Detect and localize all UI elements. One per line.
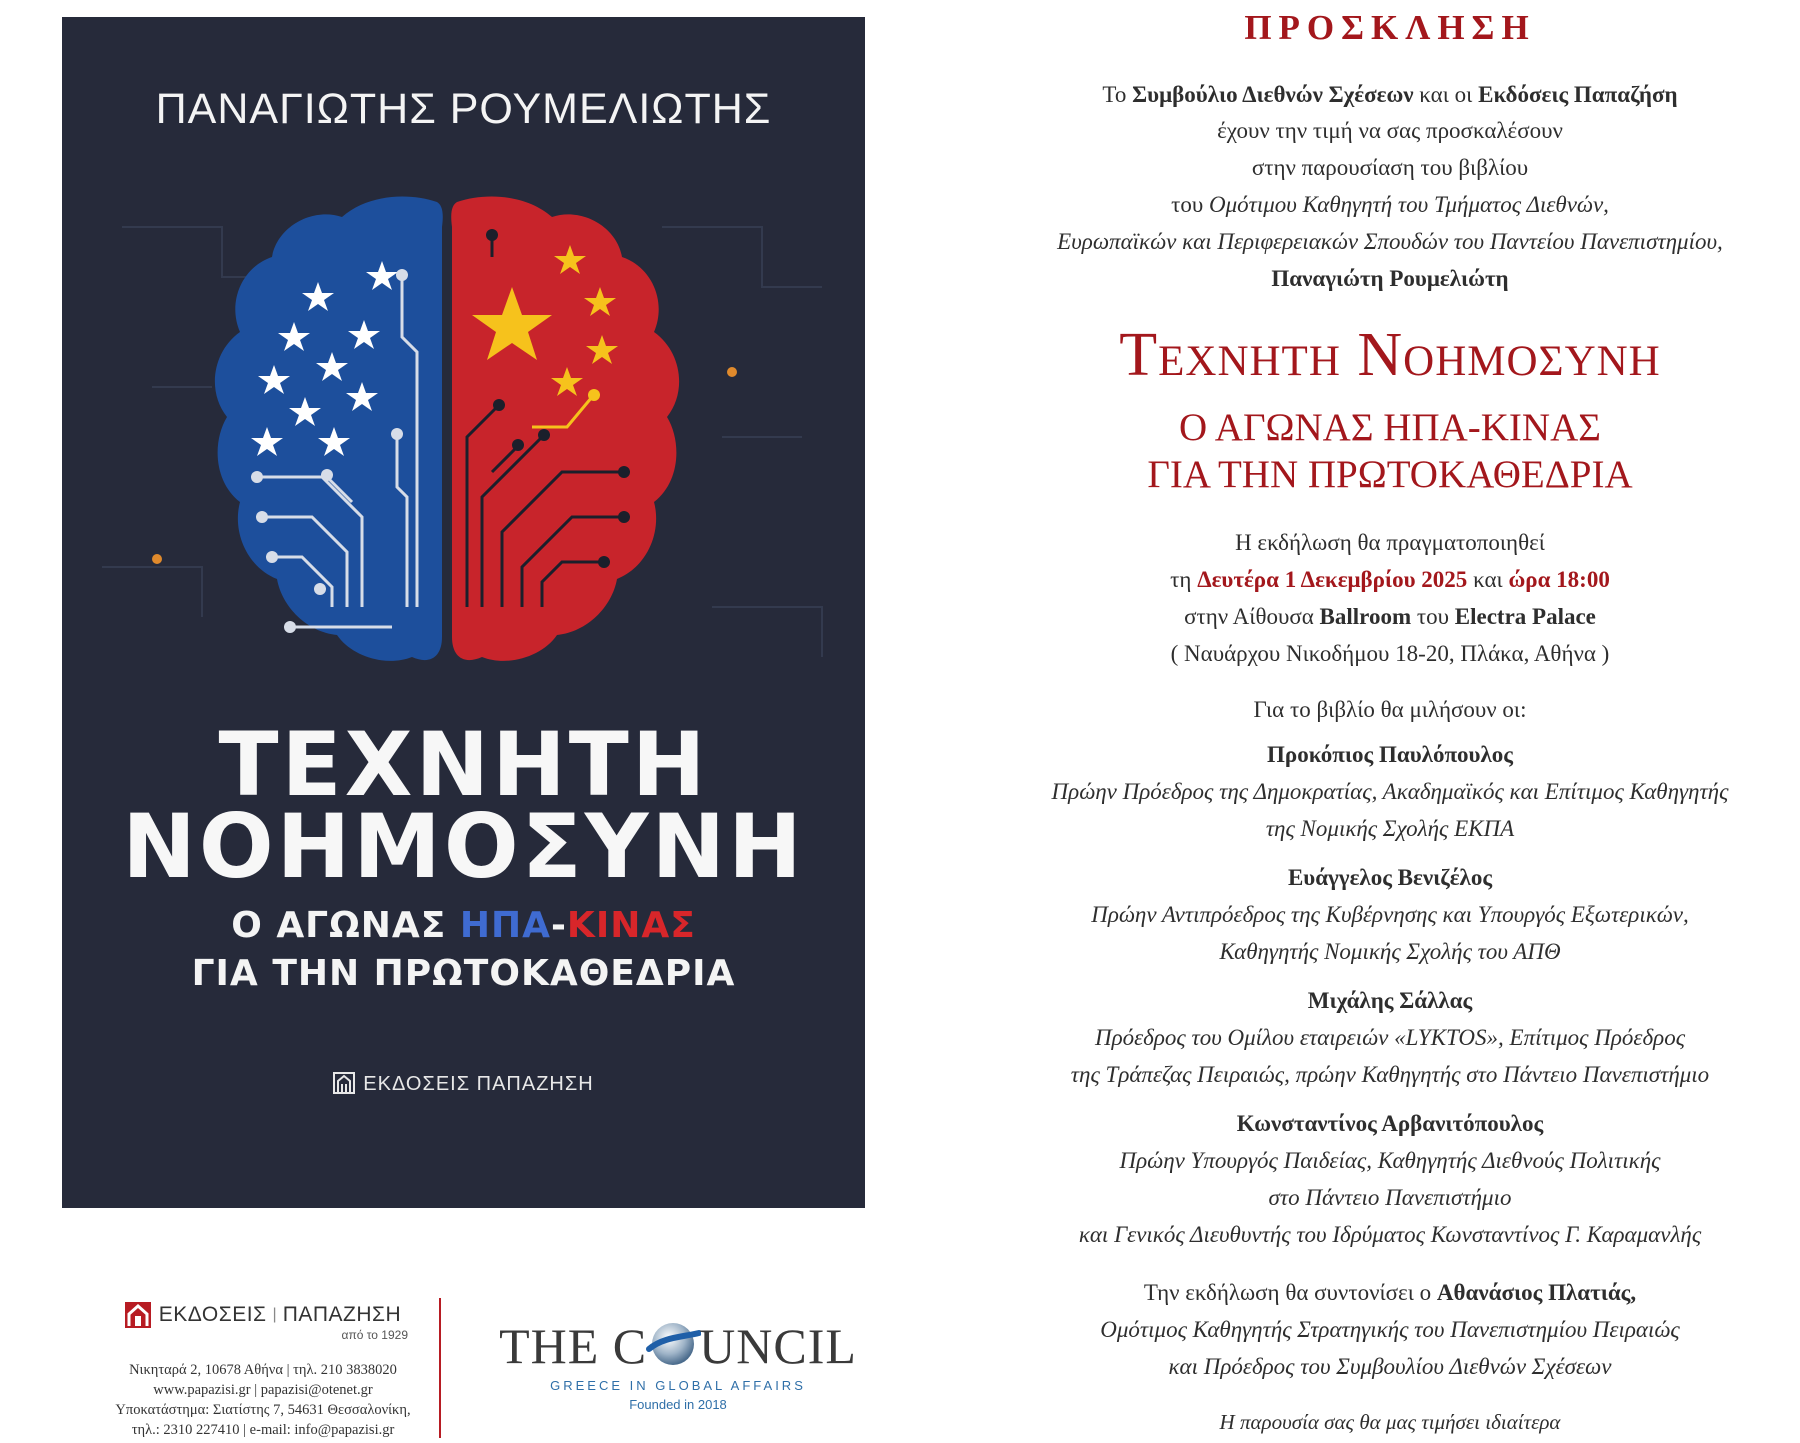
event-line-4: ( Ναυάρχου Νικοδήμου 18-20, Πλάκα, Αθήνα ) bbox=[1170, 641, 1610, 666]
speaker-role: Πρόεδρος του Ομίλου εταιρειών «LYKTOS», Επίτιμος Πρόεδρος bbox=[1094, 1025, 1686, 1050]
usa-hemisphere bbox=[215, 197, 443, 661]
moderator-line: Την εκδήλωση θα συντονίσει ο Αθανάσιος Πλατιάς, bbox=[1143, 1280, 1637, 1305]
intro-line-3: στην παρουσίαση του βιβλίου bbox=[1251, 155, 1529, 180]
publisher-logo bbox=[88, 1300, 438, 1330]
event-line-3: στην Αίθουσα Ballroom του Electra Palace bbox=[1184, 604, 1596, 629]
book-subtitle-1: Ο ΑΓΩΝΑΣ ΗΠΑ-ΚΙΝΑΣ bbox=[1179, 406, 1601, 449]
cover-subtitle-line1 bbox=[62, 905, 865, 946]
speaker-role: Πρώην Πρόεδρος της Δημοκρατίας, Ακαδημαϊκός και Επίτιμος Καθηγητής bbox=[1051, 779, 1729, 804]
publisher-address-2[interactable]: www.papazisi.gr | papazisi@otenet.gr bbox=[153, 1382, 373, 1398]
publisher-logo-right: ΠΑΠΑΖΗΣΗ bbox=[282, 1303, 402, 1326]
closing-note: Η παρουσία σας θα μας τιμήσει ιδιαίτερα bbox=[1219, 1410, 1561, 1434]
speaker-role: της Νομικής Σχολής ΕΚΠΑ bbox=[1265, 816, 1515, 841]
speaker-role: της Τράπεζας Πειραιώς, πρώην Καθηγητής στο Πάντειο Πανεπιστήμιο bbox=[1070, 1062, 1710, 1087]
subtitle-usa: ΗΠΑ bbox=[459, 905, 551, 946]
speaker-name: Μιχάλης Σάλλας bbox=[1307, 988, 1473, 1013]
speaker-role: και Γενικός Διευθυντής του Ιδρύματος Κωνσταντίνος Γ. Καραμανλής bbox=[1078, 1222, 1702, 1247]
subtitle-prefix: Ο ΑΓΩΝΑΣ bbox=[231, 905, 460, 946]
subtitle-china: ΚΙΝΑΣ bbox=[566, 905, 696, 946]
book-cover bbox=[62, 17, 865, 1208]
publisher-footer bbox=[88, 1300, 438, 1440]
council-name-right: UNCIL bbox=[699, 1318, 857, 1374]
intro-line-4: του Ομότιμου Καθηγητή του Τμήματος Διεθνών, bbox=[1171, 192, 1609, 217]
publisher-since: από το 1929 bbox=[341, 1328, 408, 1342]
publisher-address-3: Υποκατάστημα: Σιατίστης 7, 54631 Θεσσαλονίκη, bbox=[115, 1402, 411, 1418]
speaker-role: Καθηγητής Νομικής Σχολής του ΑΠΘ bbox=[1219, 939, 1561, 964]
speaker-name: Προκόπιος Παυλόπουλος bbox=[1267, 742, 1513, 767]
cover-subtitle-line2: ΓΙΑ ΤΗΝ ΠΡΩΤΟΚΑΘΕΔΡΙΑ bbox=[191, 953, 736, 994]
speaker-role: Πρώην Αντιπρόεδρος της Κυβέρνησης και Υπουργός Εξωτερικών, bbox=[1091, 902, 1689, 927]
brain-illustration bbox=[62, 187, 865, 707]
subtitle-dash: - bbox=[550, 905, 567, 946]
intro-line-5: Ευρωπαϊκών και Περιφερειακών Σπουδών του Παντείου Πανεπιστημίου, bbox=[1057, 229, 1723, 254]
cover-title-line2: ΝΟΗΜΟΣΥΝΗ bbox=[122, 795, 805, 898]
speaker-name: Ευάγγελος Βενιζέλος bbox=[1287, 865, 1493, 890]
speaker-role: Πρώην Υπουργός Παιδείας, Καθηγητής Διεθνούς Πολιτικής bbox=[1119, 1148, 1661, 1173]
cover-author: ΠΑΝΑΓΙΩΤΗΣ ΡΟΥΜΕΛΙΩΤΗΣ bbox=[155, 85, 772, 133]
council-logo bbox=[493, 1318, 863, 1412]
event-line-1: Η εκδήλωση θα πραγματοποιηθεί bbox=[1235, 530, 1545, 555]
book-subtitle-2: ΓΙΑ ΤΗΝ ΠΡΩΤΟΚΑΘΕΔΡΙΑ bbox=[1147, 453, 1633, 496]
cover-publisher-name: ΕΚΔΟΣΕΙΣ ΠΑΠΑΖΗΣΗ bbox=[363, 1073, 594, 1095]
speakers-intro: Για το βιβλίο θα μιλήσουν οι: bbox=[1253, 697, 1527, 722]
speaker-role: στο Πάντειο Πανεπιστήμιο bbox=[1268, 1185, 1512, 1210]
book-title: Τεχνητη Νοημοσυνη bbox=[1119, 321, 1661, 389]
intro-line-2: έχουν την τιμή να σας προσκαλέσουν bbox=[1217, 118, 1563, 143]
council-tagline: GREECE IN GLOBAL AFFAIRS bbox=[550, 1378, 806, 1393]
moderator-role-1: Ομότιμος Καθηγητής Στρατηγικής του Πανεπιστημίου Πειραιώς bbox=[1100, 1317, 1680, 1342]
publisher-logo-left: ΕΚΔΟΣΕΙΣ bbox=[158, 1303, 267, 1326]
footer-divider bbox=[439, 1298, 441, 1438]
glow-dot bbox=[727, 367, 737, 377]
intro-author: Παναγιώτη Ρουμελιώτη bbox=[1271, 266, 1509, 291]
globe-icon bbox=[645, 1319, 701, 1369]
intro-line-1: Το Συμβούλιο Διεθνών Σχέσεων και οι Εκδόσεις Παπαζήση bbox=[1102, 82, 1678, 107]
publisher-address-1: Νικηταρά 2, 10678 Αθήνα | τηλ. 210 3838020 bbox=[129, 1362, 397, 1378]
publisher-logo-icon bbox=[125, 1302, 151, 1328]
glow-dot bbox=[152, 554, 162, 564]
cover-publisher bbox=[62, 1072, 865, 1096]
invitation-heading: ΠΡΟΣΚΛΗΣΗ bbox=[1244, 8, 1536, 47]
speaker-name: Κωνσταντίνος Αρβανιτόπουλος bbox=[1236, 1111, 1544, 1136]
cover-title-line1: ΤΕΧΝΗΤΗ bbox=[218, 713, 709, 816]
council-founded: Founded in 2018 bbox=[629, 1397, 727, 1412]
publisher-address-4[interactable]: τηλ.: 2310 227410 | e-mail: info@papazisi.gr bbox=[131, 1422, 395, 1438]
council-name-left: THE C bbox=[499, 1318, 648, 1374]
logo-separator: | bbox=[272, 1306, 277, 1323]
event-line-2: τη Δευτέρα 1 Δεκεμβρίου 2025 και ώρα 18:00 bbox=[1170, 567, 1610, 592]
moderator-role-2: και Πρόεδρος του Συμβουλίου Διεθνών Σχέσεων bbox=[1168, 1354, 1612, 1379]
publisher-building-icon bbox=[333, 1072, 355, 1094]
